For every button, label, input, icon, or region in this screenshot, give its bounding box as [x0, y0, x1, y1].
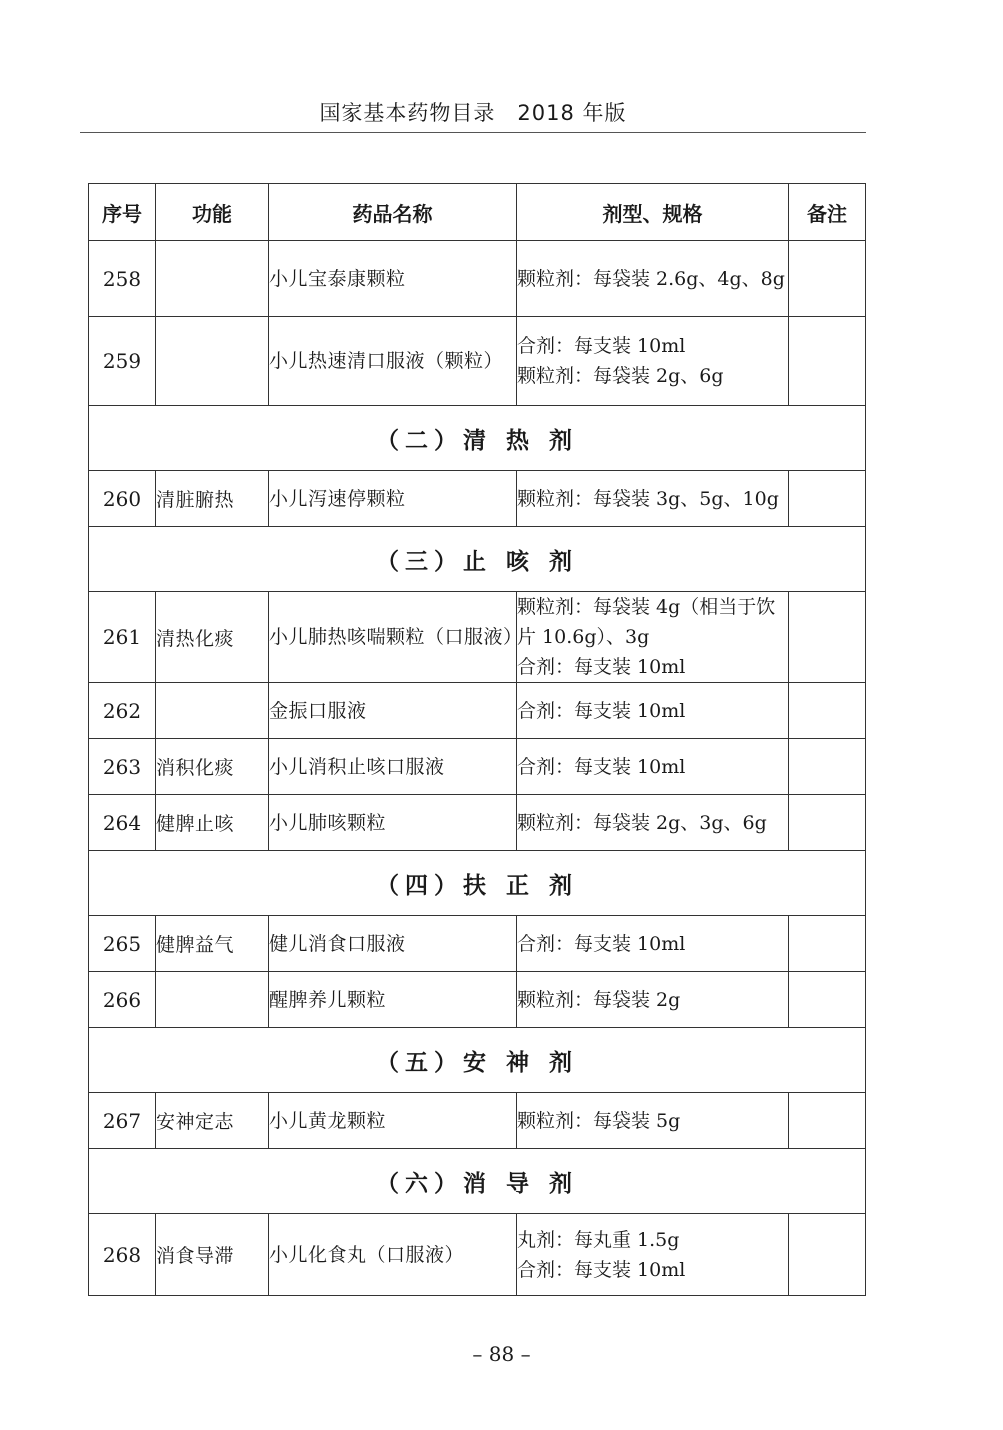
- table-row: [89, 1093, 866, 1149]
- row-drug-name: 小儿肺热咳喘颗粒（口服液）: [269, 592, 517, 683]
- page-header-title: 国家基本药物目录 2018 年版: [319, 101, 627, 125]
- column-header-remarks: 备注: [789, 184, 866, 241]
- row-dosage-spec: [517, 1214, 789, 1296]
- section-header-row: [89, 406, 866, 471]
- table-row: [89, 795, 866, 851]
- table-row: [89, 471, 866, 527]
- row-remarks: [789, 471, 866, 527]
- row-dosage-spec: [517, 592, 789, 683]
- row-function: 健脾益气: [156, 916, 269, 972]
- row-number: 258: [89, 241, 156, 317]
- spec-line: 合剂：每支装 10ml: [517, 932, 686, 955]
- row-dosage-spec: [517, 683, 789, 739]
- row-remarks: [789, 1214, 866, 1296]
- section-title: （四）扶 正 剂: [89, 851, 866, 916]
- section-header-row: [89, 1028, 866, 1093]
- spec-line: 颗粒剂：每袋装 2g、3g、6g: [517, 811, 767, 834]
- row-number: 259: [89, 317, 156, 406]
- row-remarks: [789, 241, 866, 317]
- row-dosage-spec: [517, 241, 789, 317]
- row-drug-name: 小儿泻速停颗粒: [269, 471, 517, 527]
- row-number: 263: [89, 739, 156, 795]
- table-row: [89, 317, 866, 406]
- row-number: 267: [89, 1093, 156, 1149]
- row-remarks: [789, 683, 866, 739]
- spec-line: 颗粒剂：每袋装 2g: [517, 988, 681, 1011]
- table-row: [89, 739, 866, 795]
- row-remarks: [789, 739, 866, 795]
- row-dosage-spec: [517, 471, 789, 527]
- drug-catalog-table: [88, 183, 866, 1296]
- row-number: 260: [89, 471, 156, 527]
- page-number: – 88 –: [472, 1342, 531, 1366]
- section-title: （六）消 导 剂: [89, 1149, 866, 1214]
- row-remarks: [789, 795, 866, 851]
- column-header-number: 序号: [89, 184, 156, 241]
- row-drug-name: 小儿肺咳颗粒: [269, 795, 517, 851]
- section-title: （二）清 热 剂: [89, 406, 866, 471]
- row-drug-name: 小儿黄龙颗粒: [269, 1093, 517, 1149]
- spec-line: 颗粒剂：每袋装 2g、6g: [517, 365, 724, 387]
- row-drug-name: 健儿消食口服液: [269, 916, 517, 972]
- row-number: 268: [89, 1214, 156, 1296]
- table-header-row: [89, 184, 866, 241]
- spec-line: 合剂：每支装 10ml: [517, 755, 686, 778]
- column-header-dosage-spec: 剂型、规格: [517, 184, 789, 241]
- row-function: [156, 683, 269, 739]
- row-number: 261: [89, 592, 156, 683]
- row-function: 消食导滞: [156, 1214, 269, 1296]
- row-dosage-spec: [517, 795, 789, 851]
- spec-line: 合剂：每支装 10ml: [517, 699, 686, 722]
- table-row: [89, 1214, 866, 1296]
- row-dosage-spec: [517, 317, 789, 406]
- row-drug-name: 金振口服液: [269, 683, 517, 739]
- row-drug-name: 小儿宝泰康颗粒: [269, 241, 517, 317]
- spec-line: 合剂：每支装 10ml: [517, 335, 686, 357]
- row-number: 264: [89, 795, 156, 851]
- table-row: [89, 592, 866, 683]
- row-remarks: [789, 972, 866, 1028]
- row-function: 清热化痰: [156, 592, 269, 683]
- section-header-row: [89, 851, 866, 916]
- column-header-drug-name: 药品名称: [269, 184, 517, 241]
- spec-line: 颗粒剂：每袋装 5g: [517, 1109, 681, 1132]
- column-header-function: 功能: [156, 184, 269, 241]
- row-drug-name: 小儿消积止咳口服液: [269, 739, 517, 795]
- row-function: [156, 317, 269, 406]
- row-number: 265: [89, 916, 156, 972]
- table-body: [89, 241, 866, 1296]
- row-function: [156, 972, 269, 1028]
- row-dosage-spec: [517, 916, 789, 972]
- spec-line: 颗粒剂：每袋装 4g（相当于饮片 10.6g）、3g: [517, 596, 776, 648]
- row-drug-name: 小儿热速清口服液（颗粒）: [269, 317, 517, 406]
- row-remarks: [789, 916, 866, 972]
- row-function: 清脏腑热: [156, 471, 269, 527]
- row-drug-name: 小儿化食丸（口服液）: [269, 1214, 517, 1296]
- header-divider: [80, 132, 866, 133]
- section-title: （三）止 咳 剂: [89, 527, 866, 592]
- row-remarks: [789, 1093, 866, 1149]
- row-dosage-spec: [517, 739, 789, 795]
- row-dosage-spec: [517, 972, 789, 1028]
- row-number: 262: [89, 683, 156, 739]
- row-function: 安神定志: [156, 1093, 269, 1149]
- row-function: 消积化痰: [156, 739, 269, 795]
- row-function: 健脾止咳: [156, 795, 269, 851]
- table-row: [89, 916, 866, 972]
- section-title: （五）安 神 剂: [89, 1028, 866, 1093]
- spec-line: 合剂：每支装 10ml: [517, 1258, 686, 1281]
- table-row: [89, 972, 866, 1028]
- row-number: 266: [89, 972, 156, 1028]
- table-row: [89, 683, 866, 739]
- row-dosage-spec: [517, 1093, 789, 1149]
- row-remarks: [789, 317, 866, 406]
- spec-line: 颗粒剂：每袋装 3g、5g、10g: [517, 487, 779, 510]
- spec-line: 合剂：每支装 10ml: [517, 656, 686, 678]
- row-remarks: [789, 592, 866, 683]
- section-header-row: [89, 1149, 866, 1214]
- row-function: [156, 241, 269, 317]
- section-header-row: [89, 527, 866, 592]
- spec-line: 颗粒剂：每袋装 2.6g、4g、8g: [517, 267, 785, 290]
- row-drug-name: 醒脾养儿颗粒: [269, 972, 517, 1028]
- table-row: [89, 241, 866, 317]
- spec-line: 丸剂：每丸重 1.5g: [517, 1228, 680, 1251]
